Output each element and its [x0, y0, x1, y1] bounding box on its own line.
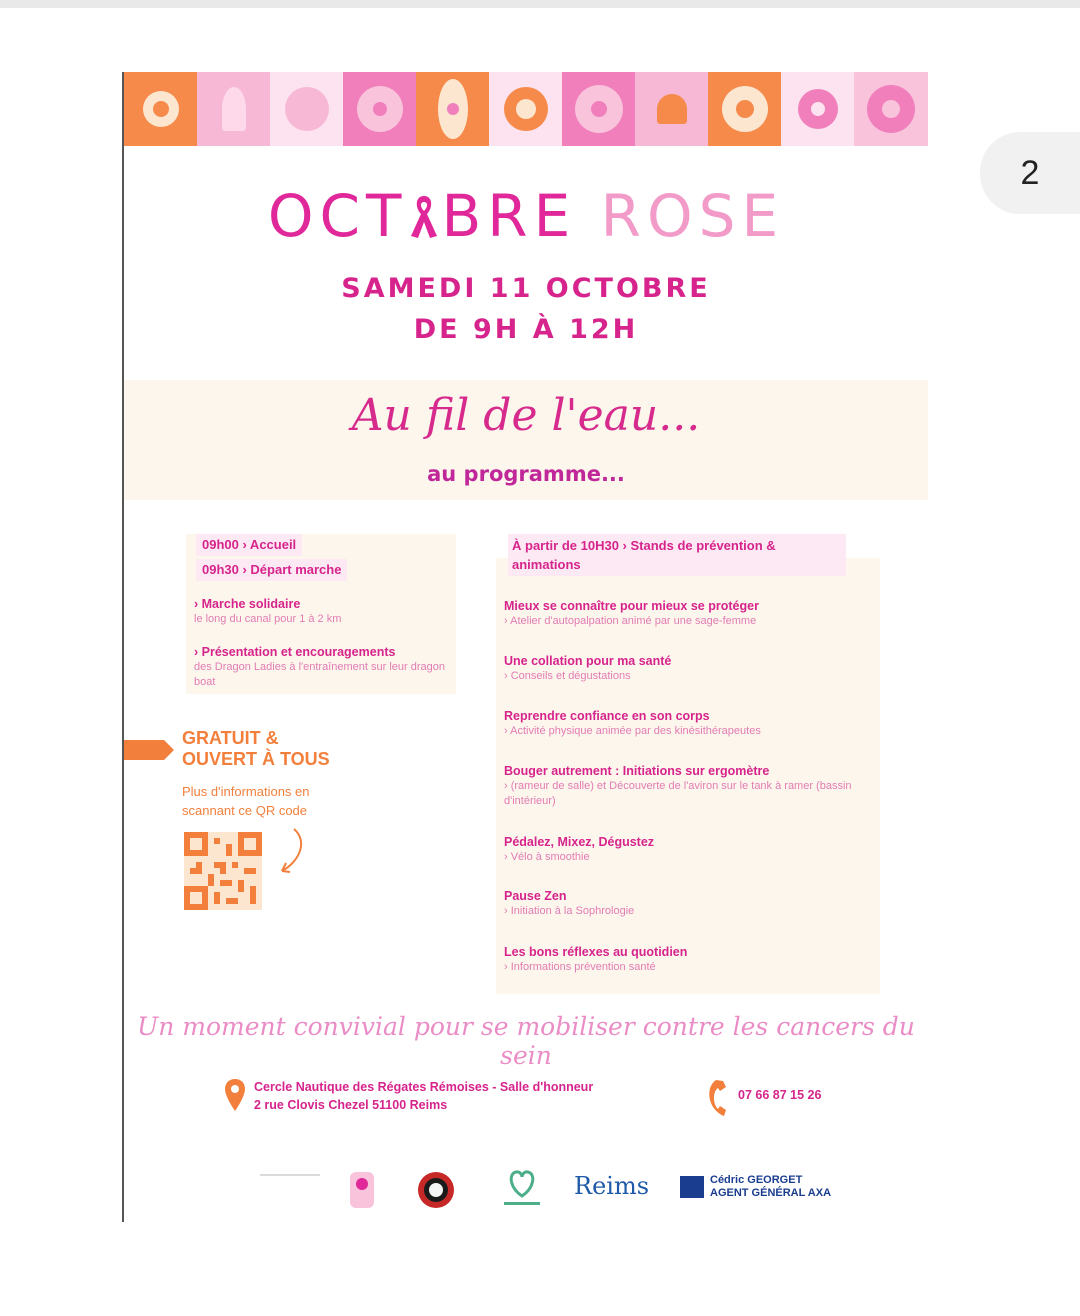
program-subtitle: au programme... [427, 462, 625, 486]
top-divider [0, 0, 1080, 8]
qr-code[interactable] [184, 832, 262, 910]
petals-tile-icon [197, 72, 270, 146]
item-desc: › Vélo à smoothie [504, 851, 590, 863]
dot-tile-icon [781, 72, 854, 146]
open-line: OUVERT À TOUS [182, 749, 330, 769]
ring-tile-icon [562, 72, 635, 146]
item-title: Une collation pour ma santé [504, 654, 672, 668]
title-part-rose: ROSE [600, 182, 785, 250]
item-desc: › Informations prévention santé [504, 961, 656, 973]
location-pin-icon [224, 1078, 246, 1112]
title-part-bre: BRE [441, 182, 577, 250]
item-desc: des Dragon Ladies à l'entraînement sur leur dragon boat [194, 661, 445, 688]
item-desc: le long du canal pour 1 à 2 km [194, 613, 342, 625]
address-line-1: Cercle Nautique des Régates Rémoises - Salle d'honneur [254, 1080, 594, 1094]
regates-logo [416, 1170, 456, 1210]
date-day: SAMEDI 11 OCTOBRE [341, 273, 711, 304]
centre-soins-logo [496, 1166, 548, 1212]
title-part-oct: OCT [267, 182, 408, 250]
item-desc: › Activité physique animée par des kinésithérapeutes [504, 725, 761, 737]
program-item [504, 598, 874, 629]
page-indicator[interactable]: 2 [980, 132, 1080, 214]
event-poster[interactable] [122, 72, 928, 1222]
circle-tile-icon [343, 72, 416, 146]
reims-logo: Reims [574, 1172, 650, 1200]
item-desc: › Conseils et dégustations [504, 670, 631, 682]
axa-agent [710, 1174, 831, 1200]
program-item [504, 944, 874, 975]
target-tile-icon [854, 72, 928, 146]
qr-info-text: Plus d'informations en scannant ce QR code [182, 784, 310, 818]
flower-tile-icon [489, 72, 562, 146]
item-desc: › Initiation à la Sophrologie [504, 905, 635, 917]
event-date [124, 268, 928, 350]
tulip-tile-icon [635, 72, 708, 146]
program-item [504, 653, 874, 684]
axa-agent-role: AGENT GÉNÉRAL AXA [710, 1187, 832, 1199]
petal-cross-tile-icon [416, 72, 489, 146]
script-title: Au fil de l'eau... [351, 390, 701, 441]
stands-header [508, 534, 846, 576]
schedule-accueil: 09h00 › Accueil [196, 534, 302, 556]
phone-icon [706, 1078, 728, 1118]
gear-flower-tile-icon [708, 72, 781, 146]
item-title: Les bons réflexes au quotidien [504, 945, 688, 959]
schedule-depart: 09h30 › Départ marche [196, 559, 347, 581]
item-desc: › Atelier d'autopalpation animé par une sage-femme [504, 615, 757, 627]
free-line: GRATUIT & [182, 728, 279, 748]
program-item [504, 834, 874, 865]
item-title: › Marche solidaire [194, 597, 301, 611]
poster-title [124, 182, 928, 250]
pink-ribbon-icon [407, 194, 441, 240]
left-item-marche [194, 596, 454, 627]
item-title: › Présentation et encouragements [194, 645, 396, 659]
item-title: Mieux se connaître pour mieux se protéger [504, 599, 759, 613]
left-item-presentation [194, 644, 454, 690]
address [254, 1078, 593, 1114]
axa-agent-name: Cédric GEORGET [710, 1174, 803, 1186]
axa-logo [680, 1176, 704, 1198]
item-title: Pédalez, Mixez, Dégustez [504, 835, 655, 849]
stands-header-text: À partir de 10H30 › Stands de prévention & animations [512, 538, 776, 572]
program-item [504, 708, 874, 739]
address-line-2: 2 rue Clovis Chezel 51100 Reims [254, 1098, 448, 1112]
item-title: Pause Zen [504, 889, 567, 903]
item-desc: › (rameur de salle) et Découverte de l'aviron sur le tank à ramer (bassin d'intérieur) [504, 780, 852, 807]
free-open-label [182, 728, 330, 770]
item-title: Reprendre confiance en son corps [504, 709, 710, 723]
planet-tile-icon [270, 72, 343, 146]
date-hours: DE 9H À 12H [413, 314, 639, 345]
sun-tile-icon [124, 72, 197, 146]
tagline: Un moment convivial pour se mobiliser contre les cancers du sein [137, 1012, 915, 1070]
program-item [504, 888, 874, 919]
pattern-banner [124, 72, 928, 146]
phone-number[interactable]: 07 66 87 15 26 [738, 1088, 822, 1102]
curved-arrow-icon [274, 827, 308, 879]
sponsor-logos [244, 1162, 844, 1222]
arrow-tag-icon [124, 740, 174, 760]
pole-sante-logo [260, 1174, 320, 1204]
item-title: Bouger autrement : Initiations sur ergomètre [504, 764, 770, 778]
ensemble-logo [342, 1162, 382, 1214]
program-item [504, 763, 874, 809]
